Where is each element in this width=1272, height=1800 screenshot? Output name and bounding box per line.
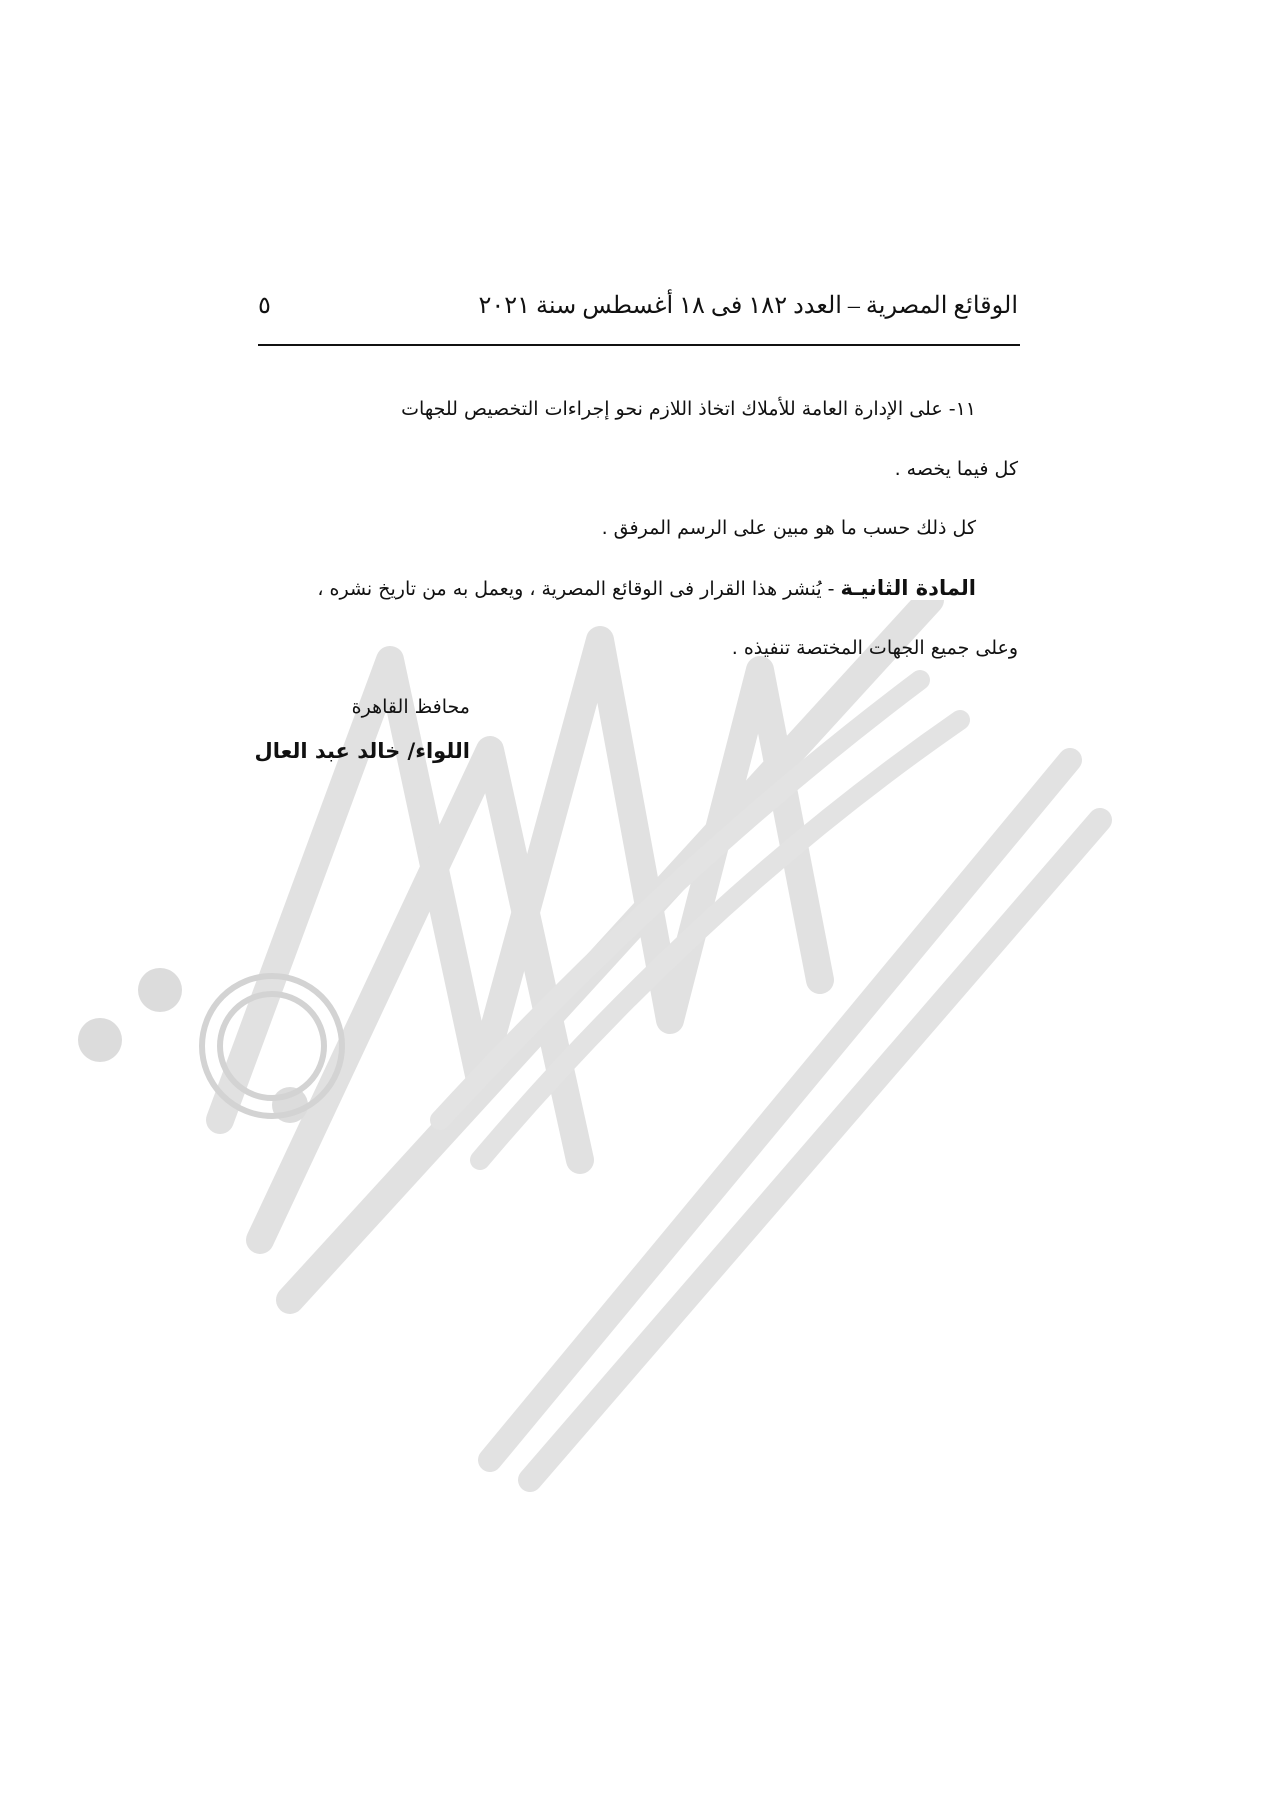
watermark-dot xyxy=(272,1087,308,1123)
watermark-stroke xyxy=(480,720,960,1160)
all-per-drawing-line: كل ذلك حسب ما هو مبين على الرسم المرفق . xyxy=(601,517,976,539)
watermark-dot xyxy=(138,968,182,1012)
signature-name: اللواء/ خالد عبد العال xyxy=(254,739,470,763)
watermark-stroke xyxy=(440,680,920,1120)
header-divider xyxy=(258,344,1020,346)
watermark-stroke xyxy=(490,760,1070,1460)
item-11-line2: كل فيما يخصه . xyxy=(894,458,1018,480)
watermark-stroke xyxy=(260,750,580,1240)
article-two-text: - يُنشر هذا القرار فى الوقائع المصرية ، ويعمل به من تاريخ نشره ، xyxy=(317,578,841,600)
watermark-stroke xyxy=(220,640,820,1120)
signature-role: محافظ القاهرة xyxy=(351,696,470,718)
article-two-line2: وعلى جميع الجهات المختصة تنفيذه . xyxy=(731,637,1018,659)
watermark-seal xyxy=(202,976,342,1116)
watermark-graphic xyxy=(60,600,1140,1500)
watermark-seal xyxy=(220,994,324,1098)
article-two-line1 xyxy=(317,576,976,601)
gazette-header-title: الوقائع المصرية – العدد ١٨٢ فى ١٨ أغسطس سنة ٢٠٢١ xyxy=(478,293,1018,319)
item-11-line1: ١١- على الإدارة العامة للأملاك اتخاذ اللازم نحو إجراءات التخصيص للجهات xyxy=(401,398,976,420)
article-two-heading: المادة الثانيـة xyxy=(840,576,976,600)
page-header xyxy=(258,285,1018,345)
page-number: ٥ xyxy=(258,293,271,319)
watermark-dot xyxy=(78,1018,122,1062)
watermark-stroke xyxy=(530,820,1100,1480)
